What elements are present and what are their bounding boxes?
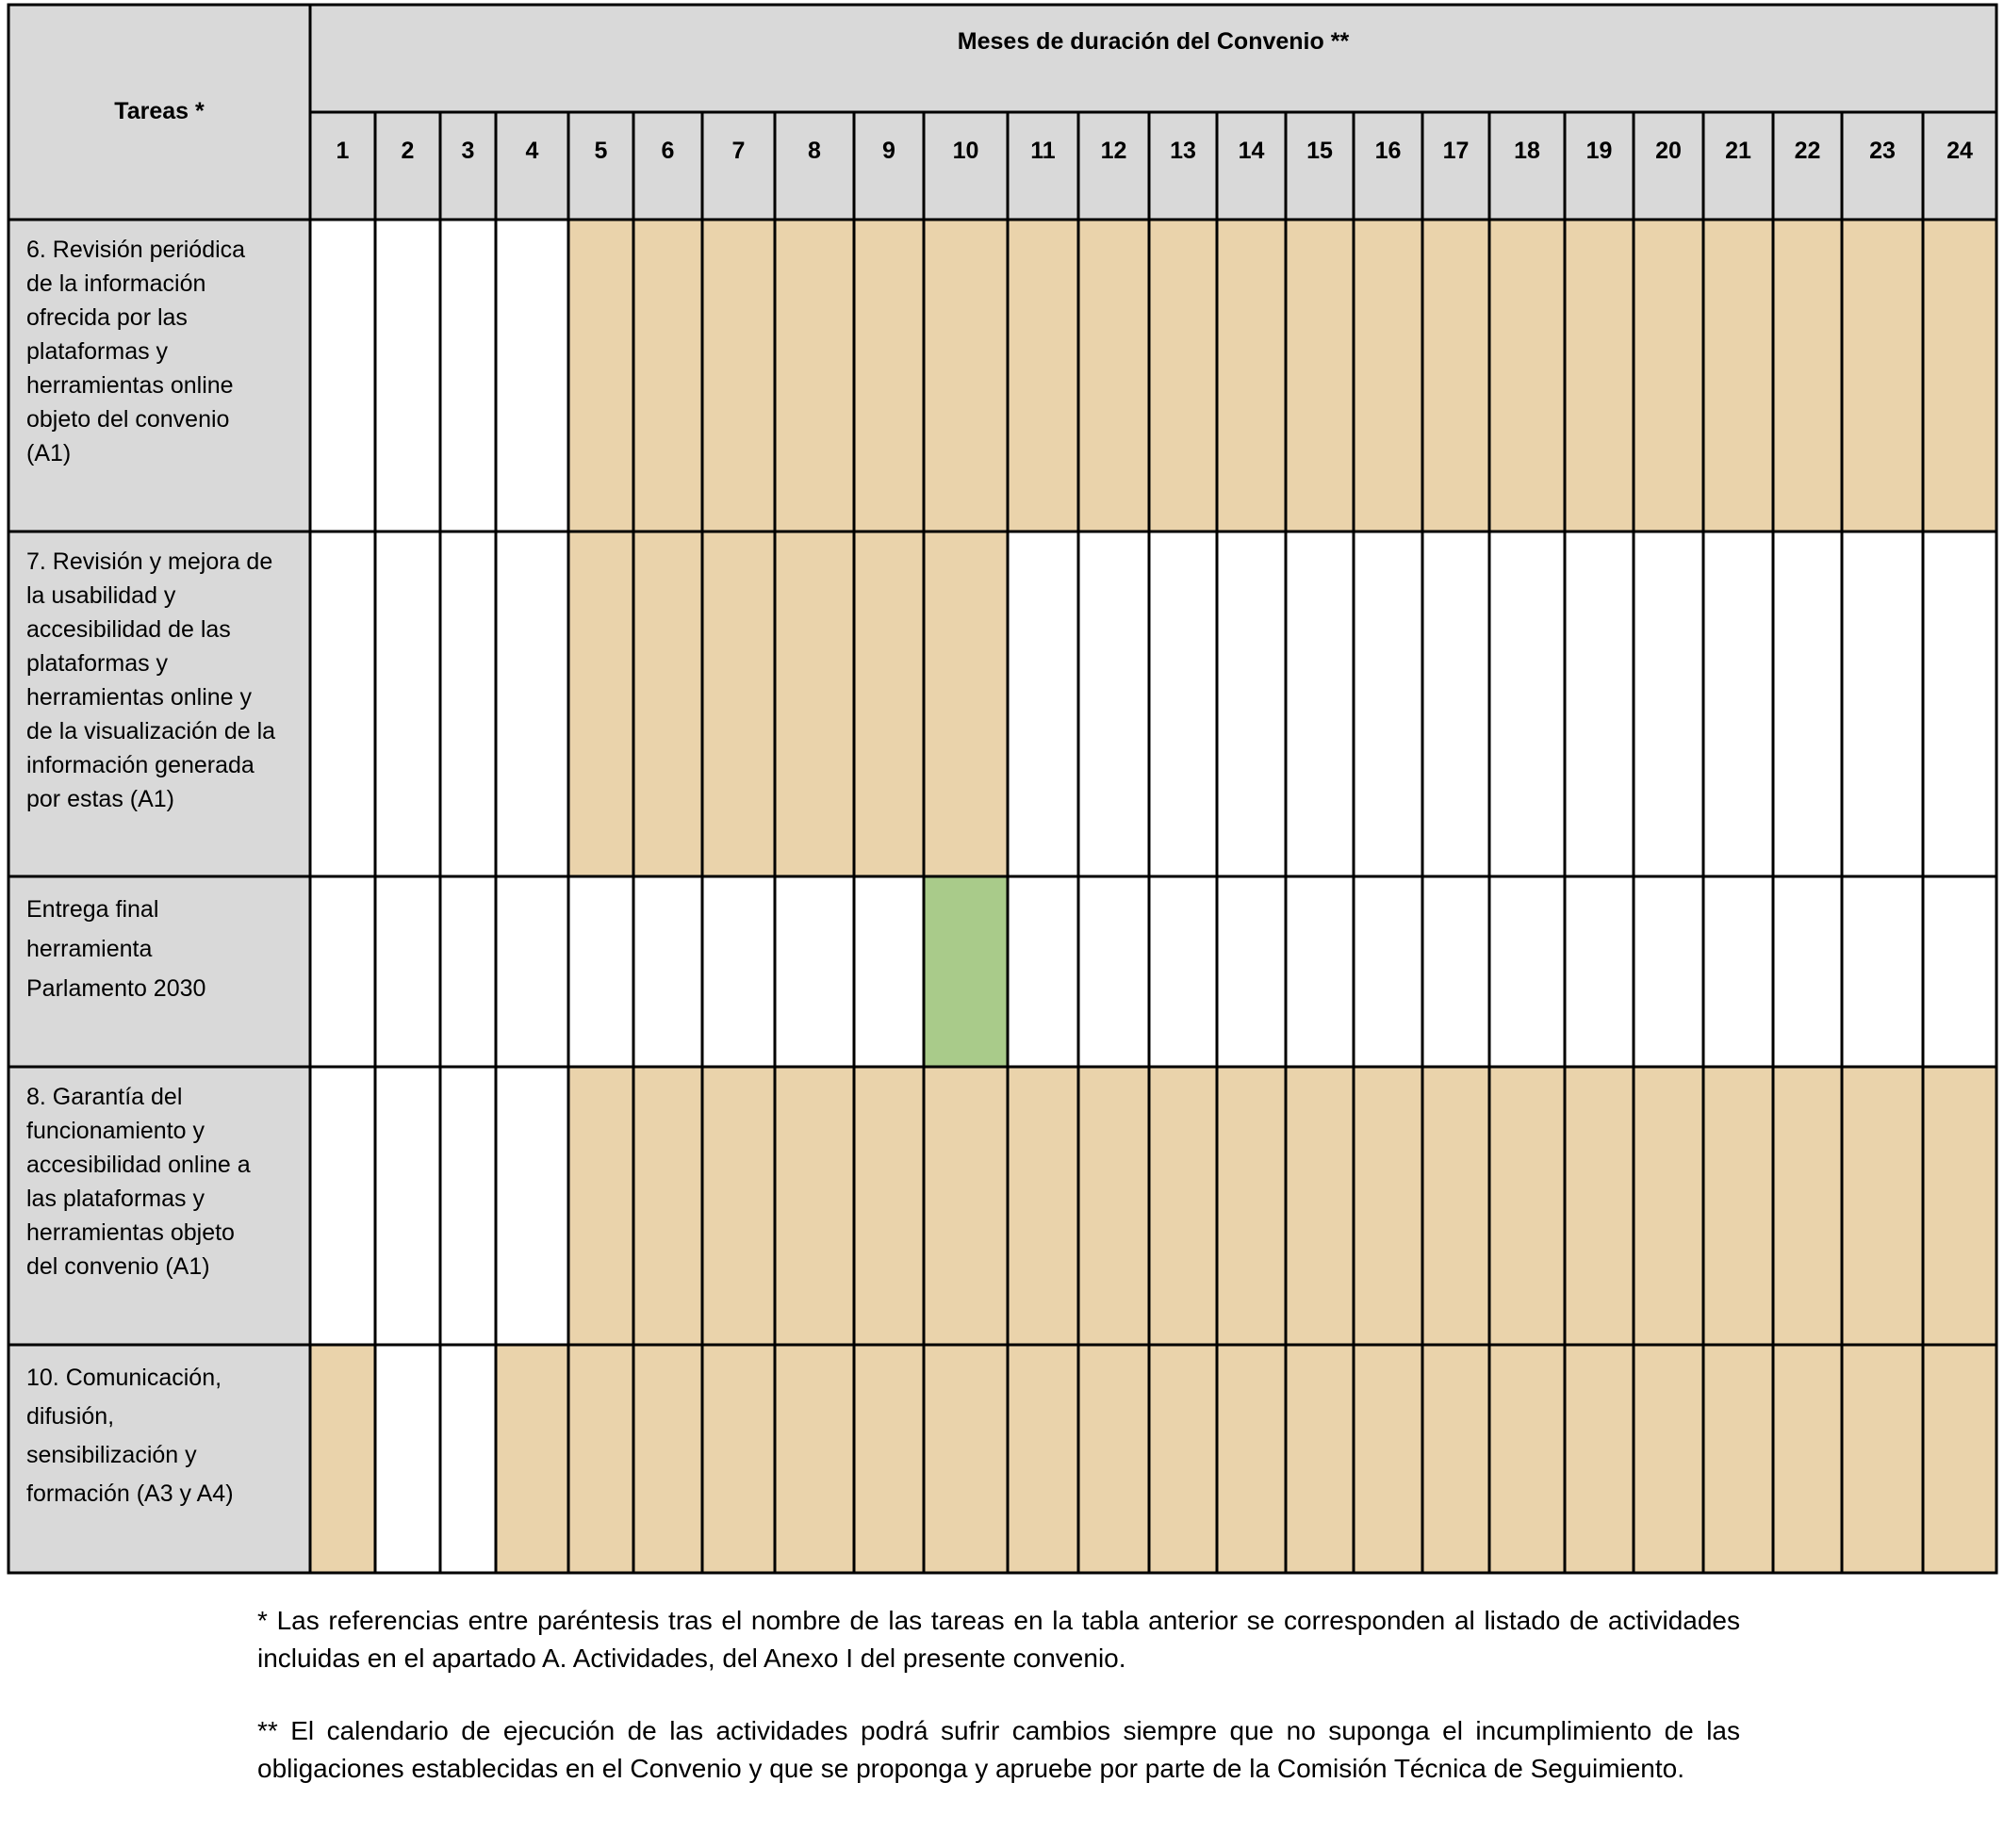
activity-cell-active <box>1565 1345 1634 1573</box>
activity-cell-active <box>1703 1067 1773 1345</box>
activity-cell-active <box>1217 1067 1286 1345</box>
activity-cell-empty <box>1422 532 1489 876</box>
months-header: Meses de duración del Convenio ** <box>957 28 1350 55</box>
activity-cell-empty <box>1008 532 1078 876</box>
activity-cell-empty <box>568 876 633 1067</box>
activity-cell-active <box>1923 220 1996 532</box>
activity-cell-active <box>568 532 633 876</box>
month-number: 9 <box>882 138 895 164</box>
activity-cell-active <box>1078 1345 1149 1573</box>
activity-cell-empty <box>375 876 440 1067</box>
activity-cell-active <box>924 532 1008 876</box>
activity-cell-empty <box>440 220 496 532</box>
task-name-line: difusión, <box>26 1403 115 1430</box>
task-name-line: plataformas y <box>26 650 169 677</box>
task-row <box>8 532 1996 876</box>
month-number: 8 <box>808 138 821 164</box>
activity-cell-active <box>633 532 702 876</box>
month-number: 12 <box>1100 138 1127 164</box>
task-row <box>8 1345 1996 1573</box>
task-name-line: 7. Revisión y mejora de <box>26 548 273 575</box>
activity-cell-empty <box>1286 876 1354 1067</box>
task-name-line: plataformas y <box>26 338 169 365</box>
task-name-line: herramientas objeto <box>26 1219 235 1246</box>
activity-cell-empty <box>496 1067 568 1345</box>
task-name-line: las plataformas y <box>26 1186 205 1212</box>
task-row <box>8 876 1996 1067</box>
activity-cell-empty <box>1565 876 1634 1067</box>
activity-cell-active <box>1489 220 1565 532</box>
month-number: 14 <box>1238 138 1265 164</box>
task-name-line: Parlamento 2030 <box>26 975 206 1002</box>
activity-cell-empty <box>440 1067 496 1345</box>
activity-cell-active <box>633 1345 702 1573</box>
activity-cell-active <box>633 1067 702 1345</box>
month-number: 17 <box>1442 138 1470 164</box>
task-name-line: herramientas online <box>26 372 234 399</box>
activity-cell-active <box>1923 1345 1996 1573</box>
month-number: 2 <box>401 138 415 164</box>
activity-cell-active <box>1286 1067 1354 1345</box>
activity-cell-empty <box>854 876 924 1067</box>
activity-cell-active <box>1078 1067 1149 1345</box>
task-name-line: herramienta <box>26 936 153 962</box>
activity-cell-active <box>702 532 775 876</box>
activity-cell-active <box>702 1067 775 1345</box>
task-name-line: información generada <box>26 752 255 778</box>
month-number: 10 <box>952 138 979 164</box>
activity-cell-active <box>775 220 854 532</box>
activity-cell-active <box>924 1345 1008 1573</box>
milestone-cell <box>924 876 1008 1067</box>
activity-cell-active <box>702 220 775 532</box>
activity-cell-empty <box>375 220 440 532</box>
activity-cell-active <box>1634 220 1703 532</box>
activity-cell-active <box>1149 1345 1217 1573</box>
activity-cell-active <box>568 1067 633 1345</box>
task-name-line: objeto del convenio <box>26 406 230 433</box>
activity-cell-empty <box>1703 876 1773 1067</box>
month-number: 11 <box>1030 138 1056 164</box>
activity-cell-empty <box>375 532 440 876</box>
activity-cell-empty <box>496 876 568 1067</box>
task-name-line: 8. Garantía del <box>26 1084 183 1110</box>
task-name-line: 10. Comunicación, <box>26 1365 222 1391</box>
task-name-line: del convenio (A1) <box>26 1253 210 1280</box>
activity-cell-active <box>1217 220 1286 532</box>
month-number: 16 <box>1374 138 1402 164</box>
task-name-line: accesibilidad online a <box>26 1152 251 1178</box>
activity-cell-empty <box>310 876 375 1067</box>
month-number: 4 <box>525 138 539 164</box>
activity-cell-active <box>1286 220 1354 532</box>
activity-cell-empty <box>1149 532 1217 876</box>
activity-cell-active <box>854 1067 924 1345</box>
activity-cell-active <box>924 1067 1008 1345</box>
activity-cell-empty <box>1634 532 1703 876</box>
activity-cell-empty <box>1078 532 1149 876</box>
task-name-line: por estas (A1) <box>26 786 175 812</box>
activity-cell-active <box>1773 220 1842 532</box>
activity-cell-active <box>1078 220 1149 532</box>
activity-cell-active <box>1842 1345 1923 1573</box>
activity-cell-active <box>775 1067 854 1345</box>
activity-cell-active <box>1354 1067 1422 1345</box>
month-number: 7 <box>731 138 746 164</box>
activity-cell-empty <box>1634 876 1703 1067</box>
activity-cell-active <box>568 1345 633 1573</box>
activity-cell-active <box>854 1345 924 1573</box>
activity-cell-active <box>1842 220 1923 532</box>
activity-cell-empty <box>310 532 375 876</box>
activity-cell-active <box>1923 1067 1996 1345</box>
tasks-column-header: Tareas * <box>114 98 205 124</box>
month-number: 13 <box>1170 138 1196 164</box>
month-number: 23 <box>1869 138 1896 164</box>
task-name-line: la usabilidad y <box>26 582 176 609</box>
activity-cell-active <box>924 220 1008 532</box>
activity-cell-active <box>633 220 702 532</box>
month-number: 6 <box>661 138 675 164</box>
activity-cell-empty <box>1489 876 1565 1067</box>
activity-cell-active <box>854 220 924 532</box>
task-name-line: ofrecida por las <box>26 304 188 331</box>
task-name-line: funcionamiento y <box>26 1118 205 1144</box>
activity-cell-empty <box>1773 532 1842 876</box>
task-name-line: accesibilidad de las <box>26 616 231 643</box>
activity-cell-active <box>310 1345 375 1573</box>
footnotes <box>257 1602 1740 1823</box>
task-name-line: Entrega final <box>26 896 159 923</box>
activity-cell-active <box>1489 1345 1565 1573</box>
footnote-tasks-references: * Las referencias entre paréntesis tras el nombre de las tareas en la tabla anterior se corresponden al listado de actividades incluidas en el apartado A. Actividades, del Anexo I del presente convenio. <box>257 1606 1740 1673</box>
activity-cell-empty <box>440 876 496 1067</box>
month-number: 15 <box>1306 138 1333 164</box>
activity-cell-active <box>496 1345 568 1573</box>
activity-cell-empty <box>1422 876 1489 1067</box>
activity-cell-empty <box>496 220 568 532</box>
activity-cell-active <box>1422 1345 1489 1573</box>
activity-cell-empty <box>633 876 702 1067</box>
month-number: 24 <box>1947 138 1973 164</box>
activity-cell-empty <box>440 1345 496 1573</box>
activity-cell-active <box>1634 1067 1703 1345</box>
activity-cell-empty <box>1565 532 1634 876</box>
activity-cell-active <box>1217 1345 1286 1573</box>
activity-cell-active <box>1565 220 1634 532</box>
activity-cell-empty <box>775 876 854 1067</box>
task-name-line: sensibilización y <box>26 1442 197 1468</box>
task-name-line: (A1) <box>26 440 72 466</box>
activity-cell-active <box>1634 1345 1703 1573</box>
activity-cell-active <box>1703 1345 1773 1573</box>
month-number: 5 <box>594 138 608 164</box>
activity-cell-active <box>1008 1067 1078 1345</box>
activity-cell-active <box>1422 220 1489 532</box>
activity-cell-empty <box>1842 876 1923 1067</box>
month-number: 18 <box>1514 138 1540 164</box>
activity-cell-empty <box>1217 876 1286 1067</box>
activity-cell-empty <box>1217 532 1286 876</box>
activity-cell-active <box>1008 220 1078 532</box>
activity-cell-active <box>1565 1067 1634 1345</box>
activity-cell-active <box>1422 1067 1489 1345</box>
activity-cell-active <box>775 1345 854 1573</box>
activity-cell-empty <box>1923 876 1996 1067</box>
activity-cell-empty <box>1773 876 1842 1067</box>
activity-cell-empty <box>1354 532 1422 876</box>
activity-cell-active <box>1008 1345 1078 1573</box>
month-number: 22 <box>1794 138 1821 164</box>
activity-cell-empty <box>1149 876 1217 1067</box>
activity-cell-empty <box>1842 532 1923 876</box>
activity-cell-active <box>1354 1345 1422 1573</box>
activity-cell-active <box>568 220 633 532</box>
activity-cell-empty <box>1078 876 1149 1067</box>
activity-cell-empty <box>702 876 775 1067</box>
footnote-calendar-changes: ** El calendario de ejecución de las actividades podrá sufrir cambios siempre que no suponga el incumplimiento de las obligaciones establecidas en el Convenio y que se proponga y apruebe por parte de la Comisión Técnica de Seguimiento. <box>257 1716 1740 1783</box>
month-number: 20 <box>1655 138 1682 164</box>
task-name-line: de la información <box>26 270 206 297</box>
activity-cell-empty <box>310 220 375 532</box>
activity-cell-active <box>702 1345 775 1573</box>
month-number: 1 <box>336 138 350 164</box>
activity-cell-active <box>854 532 924 876</box>
activity-cell-empty <box>1703 532 1773 876</box>
month-number: 3 <box>461 138 475 164</box>
activity-cell-active <box>1773 1067 1842 1345</box>
month-number: 21 <box>1725 138 1751 164</box>
activity-cell-active <box>1773 1345 1842 1573</box>
activity-cell-active <box>1149 220 1217 532</box>
activity-cell-empty <box>1008 876 1078 1067</box>
task-name-line: formación (A3 y A4) <box>26 1480 234 1507</box>
task-row <box>8 220 1996 532</box>
activity-cell-active <box>775 532 854 876</box>
activity-cell-active <box>1489 1067 1565 1345</box>
activity-cell-active <box>1286 1345 1354 1573</box>
task-row <box>8 1067 1996 1345</box>
activity-cell-empty <box>1354 876 1422 1067</box>
activity-cell-active <box>1354 220 1422 532</box>
activity-cell-empty <box>496 532 568 876</box>
activity-cell-active <box>1149 1067 1217 1345</box>
activity-cell-active <box>1842 1067 1923 1345</box>
activity-cell-empty <box>375 1067 440 1345</box>
activity-cell-empty <box>375 1345 440 1573</box>
activity-cell-empty <box>1923 532 1996 876</box>
activity-cell-empty <box>1286 532 1354 876</box>
activity-cell-empty <box>1489 532 1565 876</box>
task-name-line: 6. Revisión periódica <box>26 237 246 263</box>
month-number: 19 <box>1585 138 1613 164</box>
activity-cell-empty <box>440 532 496 876</box>
activity-cell-active <box>1703 220 1773 532</box>
activity-cell-empty <box>310 1067 375 1345</box>
task-name-line: de la visualización de la <box>26 718 276 744</box>
task-name-line: herramientas online y <box>26 684 253 711</box>
